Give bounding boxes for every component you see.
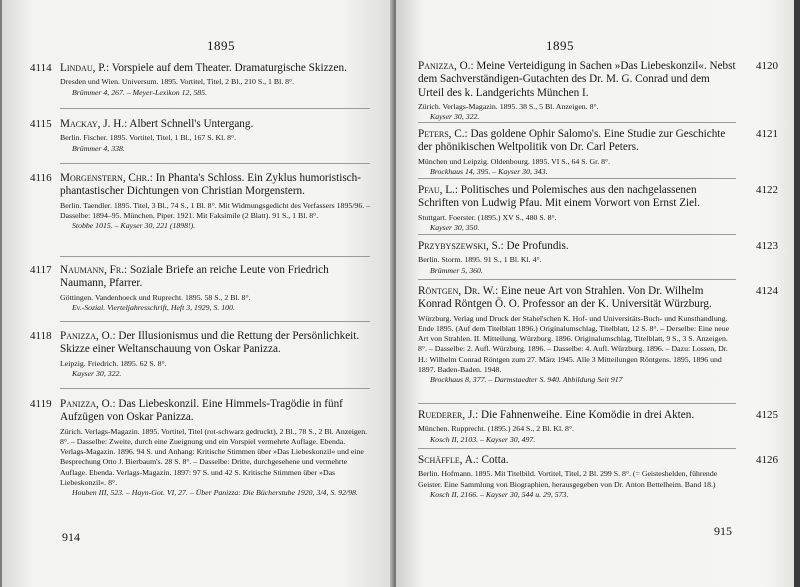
- entry-references: Kayser 30, 350.: [430, 223, 480, 233]
- catalog-entry: [30, 398, 370, 498]
- entry-number: 4115: [30, 118, 52, 130]
- divider: [60, 108, 370, 109]
- entry-imprint: Berlin. Storm. 1895. 91 S., 1 Bl. Kl. 4°.: [418, 255, 542, 265]
- entry-number: 4117: [30, 264, 52, 276]
- entry-number: 4114: [30, 62, 52, 74]
- entry-title: Eine neue Art von Strahlen. Von Dr. Wilhelm Konrad Röntgen Ö. O. Professor an der K. Universität Würzburg.: [418, 285, 712, 311]
- catalog-entry: [30, 118, 370, 154]
- entry-references: Brümmer 4, 267. – Meyer-Lexikon 12, 585.: [72, 87, 207, 97]
- page-number: 914: [62, 530, 80, 544]
- entry-references: Brümmer 5, 360.: [430, 265, 483, 275]
- entry-number: 4116: [30, 172, 52, 184]
- catalog-entry: [418, 184, 778, 233]
- entry-references: Stobbe 1015. – Kayser 30, 221 (1898!).: [72, 221, 196, 231]
- entry-imprint: Zürich. Verlags-Magazin. 1895. Vortitel, Titel (rot-schwarz gedruckt), 2 Bl., 78 S., 2 Bl. Anzeigen. 8°. – Dasselbe: Zweite, durch eine Zueignung und ein Vorspiel vermehrte Auflage. Ebenda. Verlags-Magazin. 1896. 94 S. und Anhang: Kritische Stimmen über »Das Liebeskonzil« und eine Besprechung Otto J. Bierbaum's. 28 S. 8°. – Dasselbe: Dritte, durchgesehene und vermehrte Auflage. Ebenda. Verlags-Magazin. 1897: 97 S. und 42 S. Kritische Stimmen über »Das Liebeskonzil«. 8°.: [60, 426, 368, 487]
- right-page: [396, 0, 794, 587]
- divider: [418, 279, 736, 280]
- entry-imprint: Berlin. Fischer. 1895. Vortitel, Titel, 1 Bl., 167 S. Kl. 8°.: [60, 133, 237, 143]
- entry-author: Röntgen, Dr. W.:: [418, 285, 499, 297]
- catalog-entry: [418, 454, 778, 500]
- divider: [418, 403, 736, 404]
- entry-references: Brümmer 4, 338.: [72, 143, 125, 153]
- entry-title: Politisches und Polemisches aus den nachgelassenen Schriften von Ludwig Pfau. Mit einem Vorwort von Ernst Ziel.: [418, 184, 701, 210]
- entry-author: Lindau, P.:: [60, 62, 110, 74]
- entry-author: Mackay, J. H.:: [60, 118, 128, 130]
- entry-number: 4121: [756, 128, 778, 140]
- entry-imprint: München. Rupprecht. (1895.) 264 S., 2 Bl. Kl. 8°.: [418, 424, 575, 434]
- entry-number: 4124: [756, 285, 778, 297]
- left-page: [2, 0, 394, 587]
- entry-number: 4119: [30, 398, 52, 410]
- entry-title: De Profundis.: [506, 240, 569, 252]
- catalog-entry: [30, 172, 370, 231]
- entry-imprint: Würzburg. Verlag und Druck der Stahel'schen K. Hof- und Universitäts-Buch- und Kunsthandlung. Ende 1895. (Auf dem Titelblatt 1896.) Originalumschlag, Titelblatt, 12 S. 8°. – Derselbe: Eine neue Art von Strahlen. II. Mitteilung. Würzburg. 1896. Originalumschlag, Titelblatt, 9 S., 3 S. Anzeigen. 8°. – Dasselbe: 2. Aufl. Würzburg. 1896. – Dasselbe: 4. Aufl. Würzburg. 1896. – Dazu: Lossen, Dr. H.: Wilhelm Conrad Röntgen zum 27. März 1945. Alle 3 Mitteilungen Röntgens. 1895, 1896 und 1897. Baden-Baden. 1948.: [418, 313, 730, 374]
- divider: [60, 256, 370, 257]
- catalog-entry: [418, 409, 778, 445]
- entry-number: 4122: [756, 184, 778, 196]
- divider: [60, 388, 370, 389]
- entry-title: Vorspiele auf dem Theater. Dramaturgische Skizzen.: [111, 62, 347, 74]
- entry-number: 4118: [30, 330, 52, 342]
- entry-references: Kayser 30, 322.: [72, 369, 122, 379]
- entry-title: Cotta.: [481, 454, 509, 466]
- catalog-entry: [30, 264, 370, 313]
- divider: [418, 234, 736, 235]
- entry-title: Das Liebeskonzil. Eine Himmels-Tragödie in fünf Aufzügen von Oskar Panizza.: [60, 398, 343, 424]
- entry-title: Albert Schnell's Untergang.: [129, 118, 254, 130]
- entry-imprint: Göttingen. Vandenhoeck und Ruprecht. 1895. 58 S., 2 Bl. 8°.: [60, 292, 251, 302]
- entry-title: Der Illusionismus und die Rettung der Persönlichkeit. Skizze einer Weltanschauung von Oskar Panizza.: [60, 330, 360, 356]
- divider: [60, 321, 370, 322]
- entry-author: Panizza, O.:: [60, 398, 116, 410]
- entry-imprint: Berlin. Taendler. 1895. Titel, 3 Bl., 74 S., 1 Bl. 8°. Mit Widmungsgedicht des Verfassers 1895/96. – Dasselbe: 1894–95. München. Piper. 1921. Mit Faksimile (2 Blatt). 91 S., 1 Bl. 8°.: [60, 200, 371, 221]
- entry-references: Kayser 30, 322.: [430, 112, 480, 122]
- page-year-header: 1895: [546, 38, 574, 53]
- entry-imprint: München und Leipzig. Oldenbourg. 1895. VI S., 64 S. Gr. 8°.: [418, 156, 611, 166]
- entry-author: Naumann, Fr.:: [60, 264, 128, 276]
- entry-author: Panizza, O.:: [60, 330, 116, 342]
- book-edge: [794, 0, 800, 587]
- entry-number: 4120: [756, 60, 778, 72]
- entry-references: Ev.-Sozial. Vierteljahresschrift, Heft 3, 1929, S. 100.: [72, 303, 235, 313]
- entry-references: Houben III, 523. – Hayn-Got. VI, 27. – Über Panizza: Die Bücherstube 1920, 3/4, S. 92/98.: [72, 488, 358, 498]
- entry-author: Przybyszewski, S.:: [418, 240, 504, 252]
- divider: [418, 178, 736, 179]
- entry-imprint: Stuttgart. Foerster. (1895.) XV S., 480 S. 8°.: [418, 212, 557, 222]
- entry-references: Kosch II, 2166. – Kayser 30, 544 u. 29, 573.: [430, 489, 569, 499]
- entry-number: 4125: [756, 409, 778, 421]
- entry-number: 4123: [756, 240, 778, 252]
- entry-references: Brockhaus 14, 395. – Kayser 30, 343.: [430, 167, 548, 177]
- entry-number: 4126: [756, 454, 778, 466]
- entry-author: Panizza, O.:: [418, 60, 474, 72]
- divider: [418, 122, 736, 123]
- entry-author: Schäffle, A.:: [418, 454, 479, 466]
- entry-imprint: Berlin. Hofmann. 1895. Mit Titelbild. Vortitel, Titel, 2 Bl. 299 S. 8°. (= Geisteshelden, führende Geister. Eine Sammlung von Biographien, herausgegeben von Dr. Anton Bettelheim. Band 18.): [418, 469, 718, 489]
- page-year-header: 1895: [207, 38, 235, 53]
- entry-title: In Phanta's Schloss. Ein Zyklus humoristisch-phantastischer Dichtungen von Christian Morgenstern.: [60, 172, 361, 198]
- entry-author: Morgenstern, Chr.:: [60, 172, 153, 184]
- catalog-entry: [418, 60, 778, 123]
- catalog-entry: [30, 62, 370, 98]
- entry-imprint: Leipzig. Friedrich. 1895. 62 S. 8°.: [60, 358, 167, 368]
- entry-imprint: Dresden und Wien. Universum. 1895. Vortitel, Titel, 2 Bl., 210 S., 1 Bl. 8°.: [60, 77, 295, 87]
- entry-author: Pfau, L.:: [418, 184, 458, 196]
- catalog-entry: [30, 330, 370, 379]
- divider: [418, 448, 736, 449]
- page-number: 915: [714, 524, 732, 538]
- entry-references: Brockhaus 8, 377. – Darmstaedter S. 940. Abbildung Seit 917: [430, 375, 623, 385]
- catalog-entry: [418, 285, 778, 385]
- entry-references: Kosch II, 2103. – Kayser 30, 497.: [430, 434, 536, 444]
- catalog-entry: [418, 128, 778, 177]
- divider: [60, 163, 370, 164]
- entry-imprint: Zürich. Verlags-Magazin. 1895. 38 S., 5 Bl. Anzeigen. 8°.: [418, 102, 599, 112]
- entry-title: Meine Verteidigung in Sachen »Das Liebeskonzil«. Nebst dem Sachverständigen-Gutachten des Dr. M. G. Conrad und dem Urteil des k. Landgerichts München I.: [418, 60, 736, 99]
- entry-title: Das goldene Ophir Salomo's. Eine Studie zur Geschichte der phönikischen Weltpolitik von Dr. Carl Peters.: [418, 128, 726, 154]
- entry-author: Peters, C.:: [418, 128, 468, 140]
- catalog-entry: [418, 240, 778, 276]
- entry-author: Ruederer, J.:: [418, 409, 479, 421]
- entry-title: Die Fahnenweihe. Eine Komödie in drei Akten.: [481, 409, 695, 421]
- entry-title: Soziale Briefe an reiche Leute von Friedrich Naumann, Pfarrer.: [60, 264, 329, 290]
